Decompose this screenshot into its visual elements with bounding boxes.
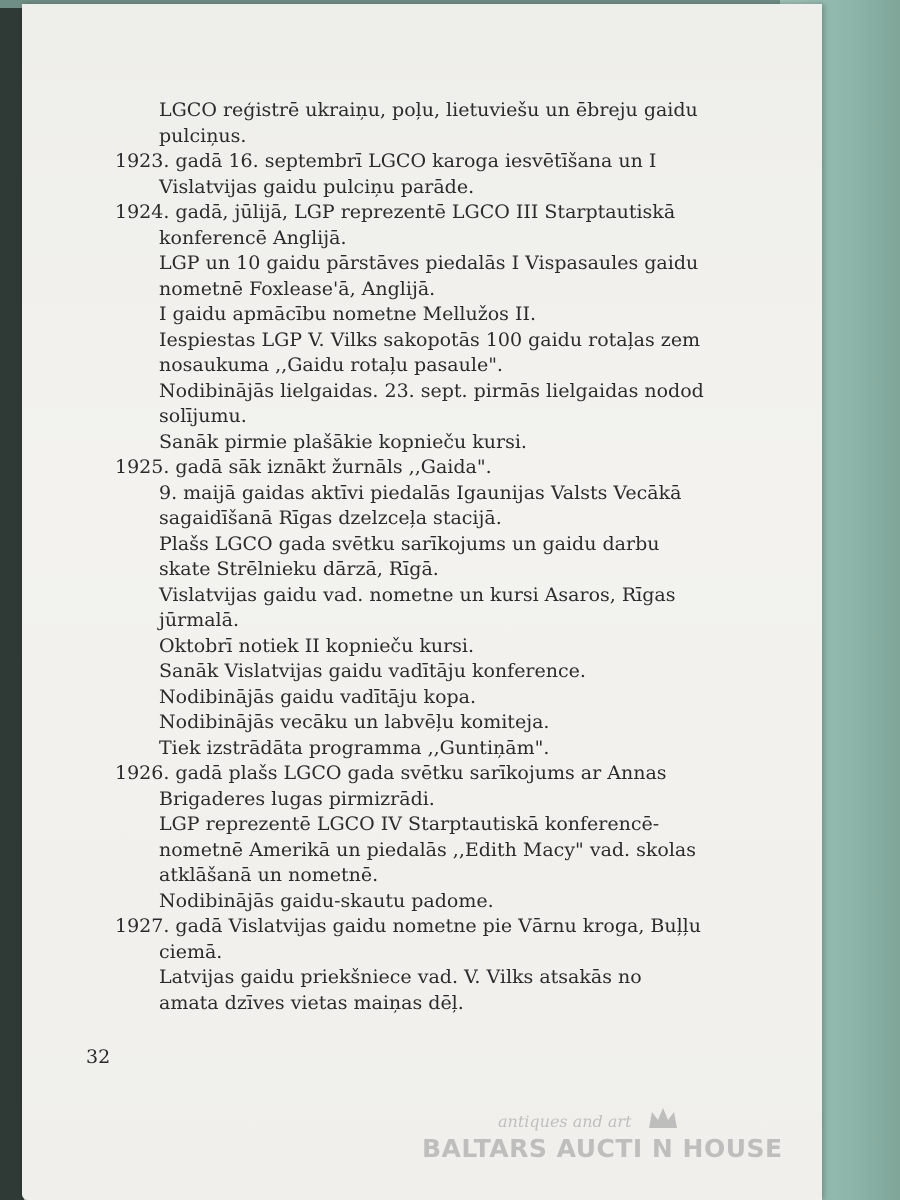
text-line: 1925. gadā sāk iznākt žurnāls ,,Gaida". [115,456,492,478]
text-line: Nodibinājās lielgaidas. 23. sept. pirmās lielgaidas nodod [159,379,704,402]
page-number: 32 [86,1046,111,1068]
text-line: 9. maijā gaidas aktīvi piedalās Igaunijas Valsts Vecākā [159,481,682,504]
text-line: Nodibinājās gaidu-skautu padome. [159,889,494,912]
text-line: Oktobrī notiek II kopnieču kursi. [159,634,475,657]
text-line: nosaukuma ,,Gaidu rotaļu pasaule". [159,354,503,376]
chronology-item [115,812,725,889]
chronology-year-item [115,455,725,481]
chronology-item [115,302,725,328]
chronology-item [115,710,725,736]
watermark [418,1112,818,1172]
text-line: konferencē Anglijā. [159,226,347,249]
chronology-item [115,328,725,379]
chronology-item [115,736,725,762]
text-line: Sanāk Vislatvijas gaidu vadītāju konference. [159,660,586,682]
background-left [0,0,24,1200]
text-line: I gaidu apmācību nometne Mellužos II. [159,303,537,325]
chronology-item [115,532,725,583]
chronology-text [115,98,725,1016]
chronology-item [115,634,725,660]
text-line: ciemā. [159,940,223,963]
crown-icon [646,1104,680,1132]
text-line: Iespiestas LGP V. Vilks sakopotās 100 gaidu rotaļas zem [159,328,701,351]
text-line: 1927. gadā Vislatvijas gaidu nometne pie Vārnu kroga, Buļļu [115,915,701,937]
text-line: 1926. gadā plašs LGCO gada svētku sarīkojums ar Annas [115,762,667,784]
chronology-year-item [115,200,725,251]
text-line: LGCO reģistrē ukraiņu, poļu, lietuviešu un ēbreju gaidu [159,99,698,121]
watermark-name: BALTARS AUCTI N HOUSE [422,1134,783,1163]
text-line: jūrmalā. [159,609,239,631]
text-line: 1923. gadā 16. septembrī LGCO karoga iesvētīšana un I [115,150,657,172]
text-line: Tiek izstrādāta programma ,,Guntiņām". [159,736,550,759]
chronology-item [115,251,725,302]
chronology-item [115,98,725,149]
chronology-item [115,965,725,1016]
text-line: Plašs LGCO gada svētku sarīkojums un gaidu darbu [159,532,660,555]
chronology-year-item [115,761,725,812]
chronology-item [115,583,725,634]
chronology-item [115,659,725,685]
text-line: skate Strēlnieku dārzā, Rīgā. [159,558,439,580]
text-line: Nodibinājās vecāku un labvēļu komiteja. [159,711,550,733]
chronology-year-item [115,914,725,965]
watermark-tagline: antiques and art [498,1112,632,1131]
chronology-year-item [115,149,725,200]
chronology-item [115,481,725,532]
text-line: solījumu. [159,405,247,427]
text-line: LGP reprezentē LGCO IV Starptautiskā konferencē- [159,813,660,835]
text-line: Vislatvijas gaidu vad. nometne un kursi Asaros, Rīgas [159,583,676,606]
text-line: atklāšanā un nometnē. [159,864,379,886]
text-line: Vislatvijas gaidu pulciņu parāde. [159,175,475,198]
chronology-item [115,685,725,711]
text-line: nometnē Amerikā un piedalās ,,Edith Macy" vad. skolas [159,838,696,861]
chronology-item [115,430,725,456]
text-line: Latvijas gaidu priekšniece vad. V. Vilks atsakās no [159,966,642,988]
text-line: Sanāk pirmie plašākie kopnieču kursi. [159,430,527,453]
text-line: 1924. gadā, jūlijā, LGP reprezentē LGCO III Starptautiskā [115,201,676,223]
text-line: Nodibinājās gaidu vadītāju kopa. [159,685,477,708]
text-line: sagaidīšanā Rīgas dzelzceļa stacijā. [159,507,502,529]
text-line: nometnē Foxlease'ā, Anglijā. [159,277,436,300]
text-line: amata dzīves vietas maiņas dēļ. [159,991,464,1014]
text-line: pulciņus. [159,124,247,147]
chronology-item [115,379,725,430]
chronology-item [115,889,725,915]
text-line: LGP un 10 gaidu pārstāves piedalās I Vispasaules gaidu [159,252,699,274]
text-line: Brigaderes lugas pirmizrādi. [159,787,435,810]
